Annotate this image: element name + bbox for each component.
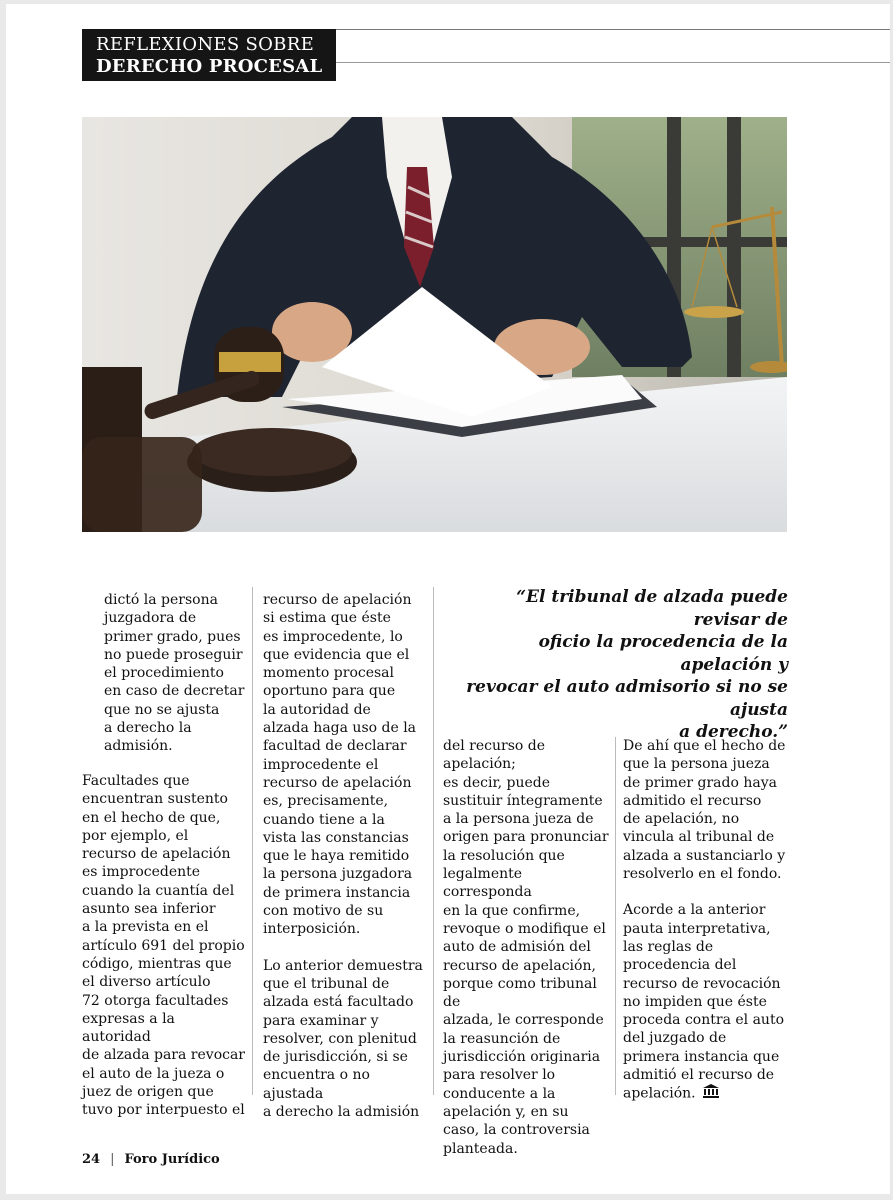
page-number: 24 xyxy=(82,1152,101,1167)
section-title-line2: DERECHO PROCESAL xyxy=(96,56,323,77)
page-footer xyxy=(82,1152,220,1167)
text-column-2 xyxy=(263,591,428,1121)
text-column-4 xyxy=(623,737,791,1104)
col4-paragraph-2: Acorde a la anterior pauta interpretativa, las reglas de procedencia del recurso de revocación no impiden que éste proceda contra el auto del juzgado de primera instancia que admitió el recurso de apelación. xyxy=(623,902,784,1102)
column-divider-1 xyxy=(252,587,253,1095)
column-divider-2 xyxy=(433,587,434,1095)
text-column-3 xyxy=(443,737,611,1158)
col2-paragraph-2: Lo anterior demuestra que el tribunal de alzada está facultado para examinar y resolver, con plenitud de jurisdicción, si se encuentra o no ajustada a derecho la admisión xyxy=(263,957,423,1121)
col2-paragraph-1: recurso de apelación si estima que éste es improcedente, lo que evidencia que el momento procesal oportuno para que la autoridad de alzada haga uso de la facultad de declarar improcedente el recurso de apelación es, precisamente, cuando tiene a la vista las constancias que le haya remitido la persona juzgadora de primera instancia con motivo de su interposición. xyxy=(263,592,417,938)
article-photo xyxy=(82,117,787,532)
col4-paragraph-1: De ahí que el hecho de que la persona jueza de primer grado haya admitido el recurso de apelación, no vincula al tribunal de alzada a sustanciarlo y resolverlo en el fondo. xyxy=(623,738,786,883)
pull-quote: “El tribunal de alzada puede revisar de oficio la procedencia de la apelación y revocar el auto admisorio si no se ajusta a derecho.” xyxy=(466,587,788,742)
column-divider-3 xyxy=(615,737,616,1095)
col1-paragraph-1: dictó la persona juzgadora de primer grado, pues no puede proseguir el procedimiento en caso de decretar que no se ajusta a derecho la admisión. xyxy=(104,592,245,755)
section-title-line1: REFLEXIONES SOBRE xyxy=(96,34,315,55)
magazine-name: Foro Jurídico xyxy=(124,1152,220,1167)
footer-separator: | xyxy=(110,1152,115,1167)
text-column-1-lower xyxy=(82,772,247,1120)
magazine-page xyxy=(6,4,890,1194)
courthouse-icon xyxy=(702,1084,720,1103)
col1-paragraph-2: Facultades que encuentran sustento en el hecho de que, por ejemplo, el recurso de apelación es improcedente cuando la cuantía del asunto sea inferior a la prevista en el artículo 691 del propio código, mientras que el diverso artículo 72 otorga facultades expresas a la autoridad de alzada para revocar el auto de la jueza o juez de origen que tuvo por interpuesto el xyxy=(82,773,245,1119)
col3-paragraph-1: del recurso de apelación; es decir, puede sustituir íntegramente a la persona jueza de origen para pronunciar la resolución que legalmente corresponda en la que confirme, revoque o modifique el auto de admisión del recurso de apelación, porque como tribunal de alzada, le corresponde la reasunción de jurisdicción originaria para resolver lo conducente a la apelación y, en su caso, la controversia planteada. xyxy=(443,738,609,1157)
header-rule xyxy=(336,29,890,30)
header-rule-lower xyxy=(336,62,890,63)
section-header xyxy=(82,29,336,81)
text-column-1 xyxy=(104,591,249,756)
